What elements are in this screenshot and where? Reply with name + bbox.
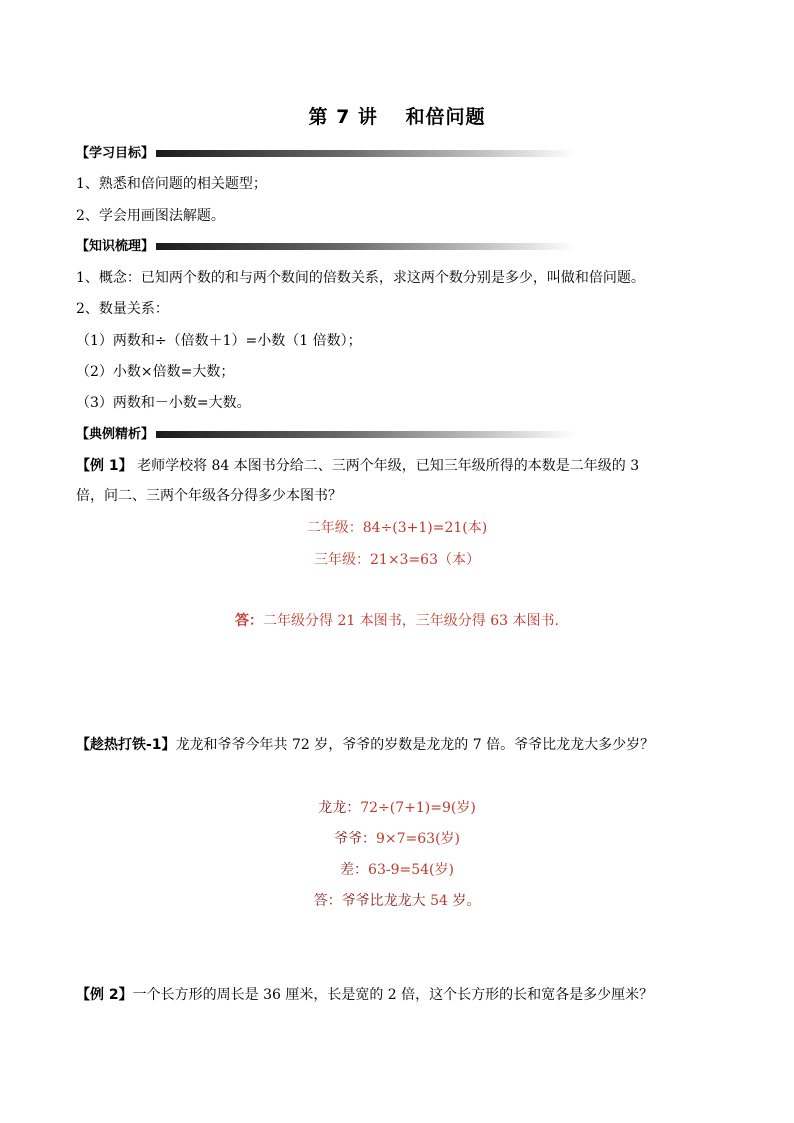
section-header-knowledge: [76, 240, 576, 253]
practice1-question: [76, 738, 654, 752]
step-label: 差：: [340, 862, 369, 878]
practice1-solution-step2: [0, 832, 794, 846]
knowledge-item: （1）两数和÷（倍数＋1）=小数（1 倍数）；: [76, 333, 362, 349]
answer-number: 54: [430, 893, 448, 909]
practice1-solution-step3: [0, 863, 794, 877]
section-label: 【知识梳理】: [76, 239, 155, 254]
step-label: 龙龙：: [318, 800, 361, 816]
practice1-tag: 【趁热打铁-1】: [76, 737, 176, 753]
answer-suffix: 岁。: [447, 893, 481, 909]
step-label: 爷爷：: [333, 831, 376, 847]
example1-text: 老师学校将 84 本图书分给二、三两个年级，已知三年级所得的本数是二年级的 3: [132, 458, 640, 474]
knowledge-item: （2）小数×倍数=大数；: [76, 364, 235, 380]
answer-prefix: 答：爷爷比龙龙大: [313, 893, 431, 909]
example1-tag: 【例 1】: [76, 458, 133, 474]
example1-answer: [0, 614, 794, 628]
practice1-text: 龙龙和爷爷今年共 72 岁，爷爷的岁数是龙龙的 7 倍。爷爷比龙龙大多少岁？: [175, 737, 655, 753]
practice1-answer: [0, 894, 794, 908]
answer-prefix: 答：: [235, 613, 264, 629]
section-header-examples: [76, 428, 576, 441]
answer-text: 二年级分得 21 本图书，三年级分得 63 本图书.: [263, 613, 559, 629]
example1-question-line1: [76, 459, 639, 473]
step-text: 63-9=54(岁): [368, 862, 454, 878]
knowledge-item: （3）两数和－小数=大数。: [76, 395, 251, 411]
example1-solution-step2: 三年级：21×3=63（本）: [314, 552, 480, 568]
section-label: 【典例精析】: [76, 427, 155, 442]
example1-solution-step1: 二年级：84÷(3+1)=21(本): [306, 520, 488, 536]
step-text: 72÷(7+1)=9(岁): [360, 800, 476, 816]
practice1-solution-step1: [0, 801, 794, 815]
section-header-goals: [76, 147, 576, 160]
example1-question-line2: 倍，问二、三两个年级各分得多少本图书？: [76, 488, 342, 504]
page-title: 第 7 讲 和倍问题: [308, 106, 486, 128]
section-label: 【学习目标】: [76, 146, 155, 161]
section-divider-bar: [156, 243, 576, 250]
section-divider-bar: [156, 150, 576, 157]
section-divider-bar: [156, 431, 576, 438]
example2-question: [76, 988, 653, 1002]
goal-item: 2、学会用画图法解题。: [76, 208, 225, 224]
example2-text: 一个长方形的周长是 36 厘米，长是宽的 2 倍，这个长方形的长和宽各是多少厘米？: [132, 987, 654, 1003]
step-text: 9×7=63(岁): [375, 831, 460, 847]
knowledge-item: 2、数量关系：: [76, 301, 169, 317]
knowledge-item: 1、概念：已知两个数的和与两个数间的倍数关系，求这两个数分别是多少，叫做和倍问题。: [76, 270, 645, 286]
goal-item: 1、熟悉和倍问题的相关题型；: [76, 176, 267, 192]
example2-tag: 【例 2】: [76, 987, 133, 1003]
